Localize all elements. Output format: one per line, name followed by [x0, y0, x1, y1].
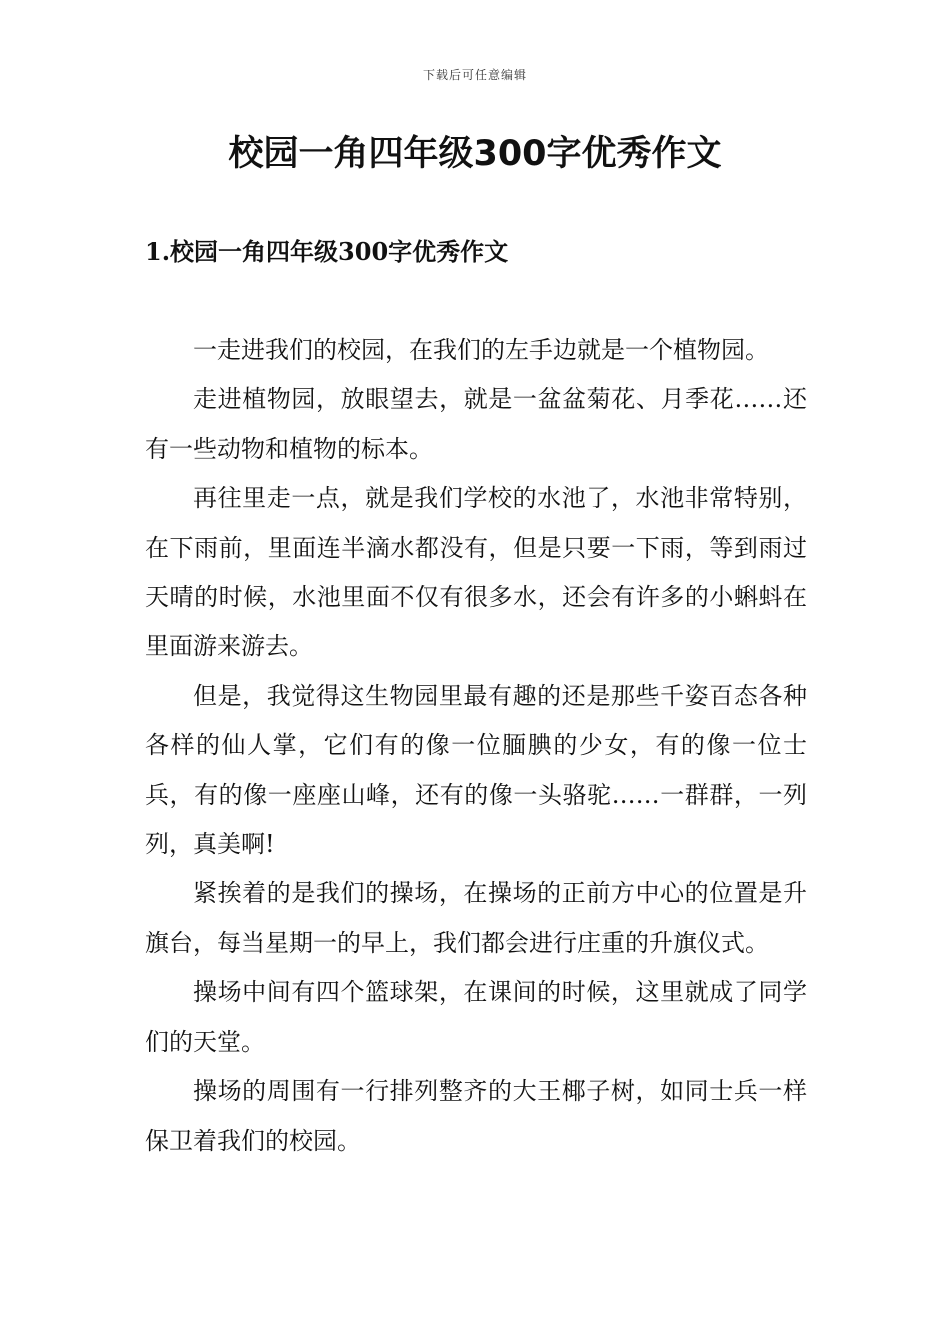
header-note: 下载后可任意编辑 — [422, 68, 527, 82]
essay-body — [145, 326, 807, 1166]
paragraph: 操场中间有四个篮球架，在课间的时候，这里就成了同学们的天堂。 — [145, 978, 807, 1056]
paragraph: 再往里走一点，就是我们学校的水池了，水池非常特别，在下雨前，里面连半滴水都没有，但是只要一下雨，等到雨过天晴的时候，水池里面不仅有很多水，还会有许多的小蝌蚪在里面游来游去。 — [145, 484, 807, 661]
section-heading: 1.校园一角四年级300字优秀作文 — [145, 237, 509, 266]
document-title: 校园一角四年级300字优秀作文 — [228, 134, 722, 174]
paragraph: 操场的周围有一行排列整齐的大王椰子树，如同士兵一样保卫着我们的校园。 — [145, 1077, 807, 1155]
paragraph: 一走进我们的校园，在我们的左手边就是一个植物园。 — [193, 336, 769, 364]
paragraph: 走进植物园，放眼望去，就是一盆盆菊花、月季花……还有一些动物和植物的标本。 — [145, 385, 807, 463]
paragraph: 紧挨着的是我们的操场，在操场的正前方中心的位置是升旗台，每当星期一的早上，我们都会进行庄重的升旗仪式。 — [145, 879, 807, 957]
paragraph: 但是，我觉得这生物园里最有趣的还是那些千姿百态各种各样的仙人掌，它们有的像一位腼腆的少女，有的像一位士兵，有的像一座座山峰，还有的像一头骆驼……一群群，一列列，真美啊! — [145, 681, 807, 859]
